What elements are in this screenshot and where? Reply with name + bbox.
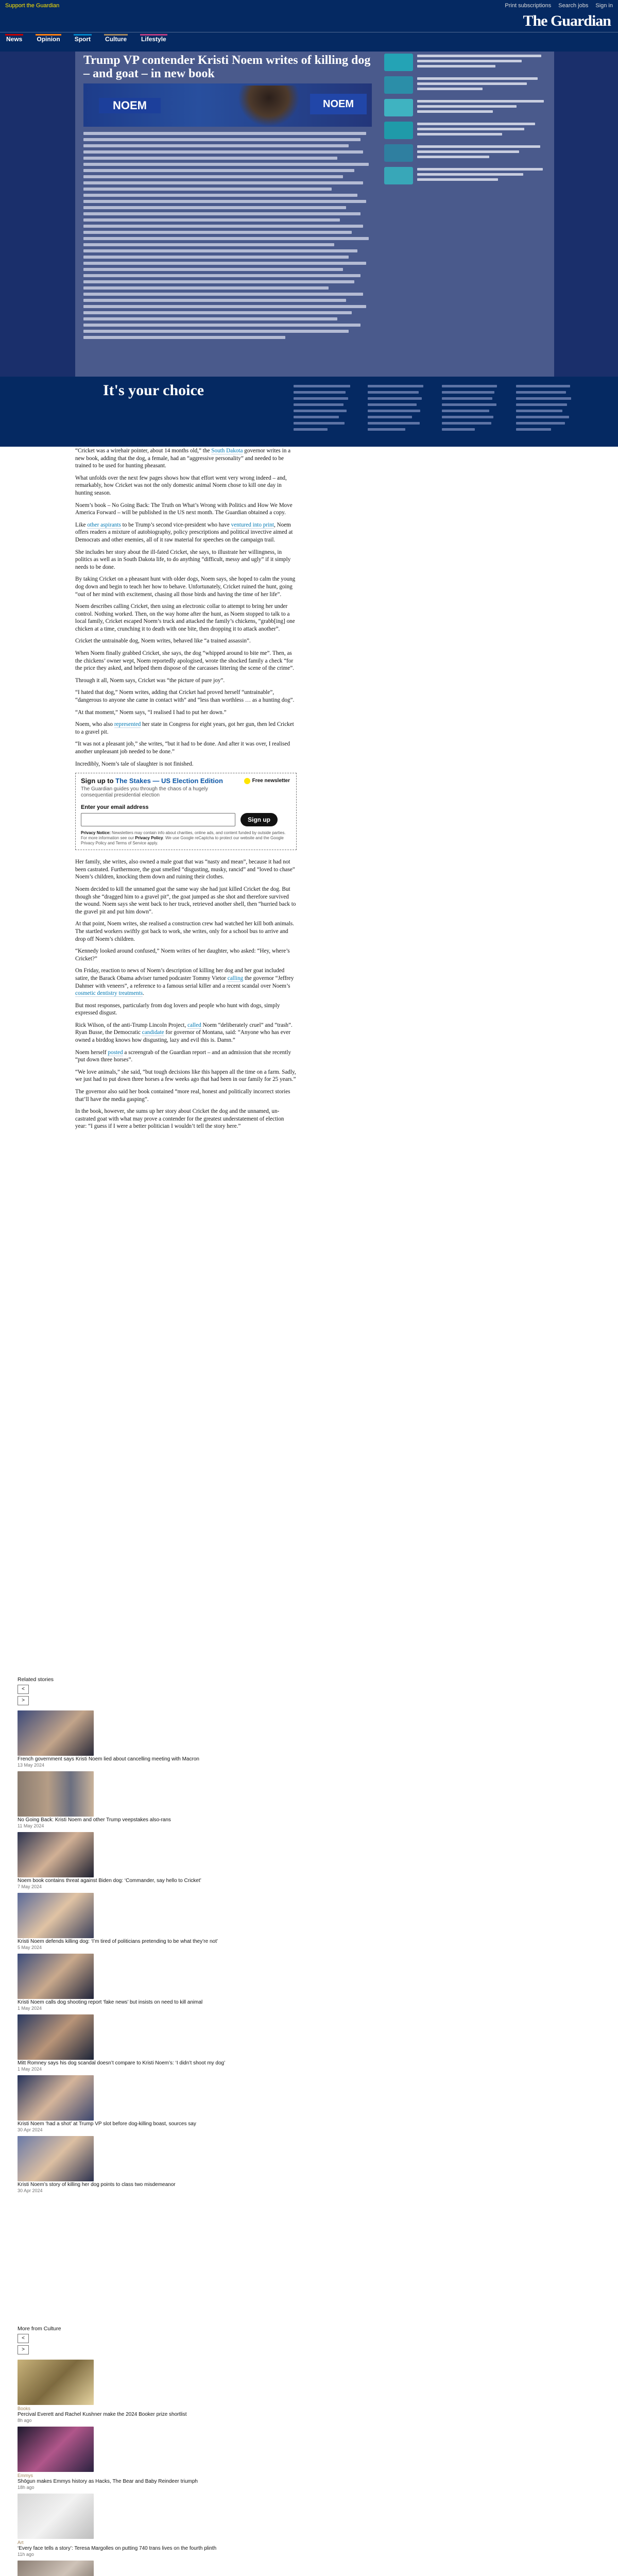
story-card[interactable]: Kristi Noem ‘had a shot’ at Trump VP slot before dog-killing boast, sources say 30 Apr 2024	[18, 2075, 275, 2133]
paragraph: When Noem finally grabbed Cricket, she says, the dog “whipped around to bite me”. Then, as the chickens’ owner wept, Noem reportedly apologised, wrote the shocked family a check “for the price they asked, and helped them dispose of the carcasses littering the scene of the crime”.	[75, 650, 294, 672]
culture-cards-list	[18, 2360, 275, 2576]
story-card[interactable]: Kristi Noem’s story of killing her dog points to class two misdemeanor 30 Apr 2024	[18, 2136, 275, 2194]
paragraph: Rick Wilson, of the anti-Trump Lincoln Project, called Noem “deliberately cruel” and “trash”. Ryan Busse, the Democratic candidate for governor of Montana, said: “Anyone who has ever owned a birddog knows how disgusting, lazy and evil this is. Damn.”	[75, 1022, 293, 1044]
paragraph: On Friday, reaction to news of Noem’s description of killing her dog and her goat included satire, the Barack Obama adviser turned podcaster Tommy Vietor calling the governor “Jeffrey Dahmer with veneers”, a reference to a famous serial killer and a recent scandal over Noem’s cosmetic dentistry treatments.	[75, 968, 294, 997]
utility-link-signin[interactable]: Sign in	[595, 3, 613, 9]
paragraph: Noem describes calling Cricket, then using an electronic collar to attempt to bring her under control. Nothing worked. Then, on the way home after the hunt, as Noem stopped to talk to a local family, Cricket escaped Noem’s truck and attacked the family’s chickens, “grabb[ing] one chicken at a time, crunching it to death with one bite, then dropping it to attack another”.	[75, 603, 295, 632]
paragraph: “Cricket was a wirehair pointer, about 14 months old,” the South Dakota governor writes in a new book, adding that the dog, a female, had an “aggressive personality” and needed to be trained to be used for hunting pheasant.	[75, 448, 291, 469]
more-from-culture-title: More from Culture	[18, 2326, 61, 2332]
story-card[interactable]: Noem book contains threat against Biden dog: ‘Commander, say hello to Cricket’ 7 May 2024	[18, 1832, 275, 1890]
consent-banner	[0, 377, 618, 447]
paragraph: Noem decided to kill the unnamed goat the same way she had just killed Cricket the dog. But though she “dragged him to a gravel pit”, the goat jumped as she shot and therefore survived the wound. Noem says she went back to her truck, retrieved another shell, then “hurried back to the gravel pit and put him down”.	[75, 886, 296, 915]
thumb-image	[384, 167, 413, 184]
paragraph: Through it all, Noem says, Cricket was “the picture of pure joy”.	[75, 677, 225, 684]
paragraph: Like other aspirants to be Trump’s second vice-president who have ventured into print, Noem offers readers a mixture of autobiography, policy prescriptions and political invective aimed at Democrats and other enemies, all of it raw material for speeches on the campaign trail.	[75, 521, 293, 543]
paragraph: “We love animals,” she said, “but tough decisions like this happen all the time on a farm. Sadly, we just had to put down three horses a few weeks ago that had been in our family for 25 years.”	[75, 1069, 296, 1083]
paragraph: But most responses, particularly from dog lovers and people who hunt with dogs, simply expressed disgust.	[75, 1002, 280, 1016]
story-card[interactable]: French government says Kristi Noem lied about cancelling meeting with Macron 13 May 2024	[18, 1710, 275, 1768]
consent-banner-title: It's your choice	[103, 382, 204, 399]
story-thumbnail	[18, 2014, 94, 2060]
nav-item-news[interactable]: News	[5, 34, 23, 43]
inline-link[interactable]: other aspirants	[87, 521, 121, 528]
story-thumbnail	[18, 1710, 94, 1756]
paragraph: In the book, however, she sums up her story about Cricket the dog and the unnamed, un-castrated goat with what may prove a contender for the greatest understatement of election year: “I guess if I were a better politician I wouldn’t tell the story here.”	[75, 1108, 284, 1130]
hero-image	[83, 83, 372, 127]
culture-thumbnail	[18, 2494, 94, 2539]
hero-person	[238, 86, 300, 127]
culture-card[interactable]: Books Percival Everett and Rachel Kushner make the 2024 Booker prize shortlist 8h ago	[18, 2360, 275, 2424]
culture-thumbnail	[18, 2360, 94, 2405]
inline-link[interactable]: posted	[108, 1049, 123, 1056]
utility-link-print[interactable]: Print subscriptions	[505, 3, 552, 9]
culture-next-button[interactable]: >	[18, 2345, 29, 2354]
right-column-most-viewed	[384, 54, 548, 190]
newsletter-signup	[75, 773, 297, 850]
guardian-logo[interactable]: The Guardian	[523, 12, 611, 29]
paragraph: She includes her story about the ill-fated Cricket, she says, to illustrate her willingness, in politics as well as in South Dakota life, to do anything “difficult, messy and ugly” if it simply needs to be done.	[75, 549, 291, 570]
sub-nav	[0, 44, 618, 52]
thumb-image	[384, 122, 413, 139]
support-link[interactable]: Support the Guardian	[5, 3, 60, 9]
thumb-image	[384, 76, 413, 94]
free-newsletter-badge: Free newsletter	[244, 777, 290, 785]
culture-prev-button[interactable]: <	[18, 2334, 29, 2343]
paragraph: At that point, Noem writes, she realised a construction crew had watched her kill both animals. The startled workers swiftly got back to work, she writes, only for a school bus to arrive and drop off Noem’s children.	[75, 921, 295, 942]
newsletter-description: The Guardian guides you through the chaos of a hugely consequential presidential election	[81, 786, 208, 798]
hero-sign-left: NOEM	[99, 98, 161, 113]
paragraph: What unfolds over the next few pages shows how that effort went very wrong indeed – and, remarkably, how Cricket was not the only domestic animal Noem chose to kill one day in hunting season.	[75, 474, 287, 496]
story-thumbnail	[18, 1893, 94, 1938]
top-utility-bar	[0, 0, 618, 11]
culture-thumbnail	[18, 2561, 94, 2576]
inline-link[interactable]: ventured into print	[231, 521, 274, 528]
more-from-culture	[18, 2326, 275, 2576]
related-stories	[18, 1676, 275, 2197]
nav-item-culture[interactable]: Culture	[104, 34, 128, 43]
inline-link[interactable]: called	[187, 1022, 201, 1028]
thumb-image	[384, 144, 413, 162]
carousel-prev-button[interactable]: <	[18, 1685, 29, 1694]
story-thumbnail	[18, 1954, 94, 1999]
email-label: Enter your email address	[81, 804, 149, 810]
culture-card[interactable]: Art ‘Every face tells a story’: Teresa Margolles on putting 740 trans lives on the fourth plinth 11h ago	[18, 2494, 275, 2557]
article-body	[75, 447, 297, 1135]
consent-banner-text	[294, 382, 573, 447]
thumb-image	[384, 54, 413, 71]
privacy-policy-link[interactable]: Privacy Policy	[135, 836, 163, 841]
related-stories-title: Related stories	[18, 1676, 54, 1683]
story-card[interactable]: No Going Back: Kristi Noem and other Trump veepstakes also-rans 11 May 2024	[18, 1771, 275, 1829]
inline-link[interactable]: calling	[227, 975, 244, 981]
paragraph: The governor also said her book contained “more real, honest and politically incorrect stories that’ll have the media gasping”.	[75, 1089, 290, 1103]
paragraph: “Kennedy looked around confused,” Noem writes of her daughter, who asked: “Hey, where’s Cricket?”	[75, 948, 290, 962]
story-card[interactable]: Kristi Noem calls dog shooting report ‘fake news’ but insists on need to kill animal 1 May 2024	[18, 1954, 275, 2011]
culture-card[interactable]	[18, 2561, 275, 2576]
inline-link[interactable]: represented	[114, 721, 141, 728]
story-thumbnail	[18, 2136, 94, 2181]
email-input[interactable]	[81, 813, 235, 826]
story-card[interactable]: Mitt Romney says his dog scandal doesn’t compare to Kristi Noem’s: ‘I didn’t shoot my dog’ 1 May 2024	[18, 2014, 275, 2072]
paragraph: Noem’s book – No Going Back: The Truth on What’s Wrong with Politics and How We Move America Forward – will be published in the US next month. The Guardian obtained a copy.	[75, 502, 293, 516]
article-headline: Trump VP contender Kristi Noem writes of killing dog – and goat – in new book	[83, 54, 371, 80]
nav-item-opinion[interactable]: Opinion	[36, 34, 61, 43]
paragraph: “I hated that dog,” Noem writes, adding that Cricket had proved herself “untrainable”, “dangerous to anyone she came in contact with” and “less than worthless … as a hunting dog”.	[75, 689, 295, 704]
newsletter-icon	[244, 778, 250, 784]
inline-link[interactable]: South Dakota	[211, 448, 243, 454]
masthead	[0, 11, 618, 32]
culture-thumbnail	[18, 2427, 94, 2472]
paragraph: By taking Cricket on a pheasant hunt with older dogs, Noem says, she hoped to calm the young dog down and begin to teach her how to behave. Unfortunately, Cricket ruined the hunt, going “out of her mind with excitement, chasing all those birds and having the time of her life”.	[75, 576, 296, 598]
inline-link[interactable]: candidate	[142, 1029, 164, 1036]
inline-link[interactable]: cosmetic dentistry treatments	[75, 990, 143, 997]
culture-card[interactable]: Emmys Shōgun makes Emmys history as Hacks, The Bear and Baby Reindeer triumph 18h ago	[18, 2427, 275, 2490]
story-thumbnail	[18, 1832, 94, 1877]
paragraph: “It was not a pleasant job,” she writes, “but it had to be done. And after it was over, I realised another unpleasant job needed to be done.”	[75, 741, 290, 755]
paragraph: “At that moment,” Noem says, “I realised I had to put her down.”	[75, 709, 227, 716]
carousel-next-button[interactable]: >	[18, 1696, 29, 1705]
paragraph: Noem herself posted a screengrab of the Guardian report – and an admission that she recently “put down three horses”.	[75, 1049, 291, 1063]
paragraph: Cricket the untrainable dog, Noem writes, behaved like “a trained assassin”.	[75, 638, 251, 645]
page-header-overlay	[0, 0, 618, 447]
paragraph: Incredibly, Noem’s tale of slaughter is not finished.	[75, 760, 194, 767]
sign-up-button[interactable]: Sign up	[241, 813, 278, 826]
paragraph: Her family, she writes, also owned a male goat that was “nasty and mean”, because it had not been castrated. Furthermore, the goat smelled “disgusting, musky, rancid” and “loved to chase” Noem’s children, knocking them down and ruining their clothes.	[75, 859, 295, 880]
privacy-notice: Privacy Notice: Newsletters may contain info about charities, online ads, and content funded by outside parties. For more information see our Privacy Policy. We use Google reCaptcha to protect our website and the Google Privacy Policy and Terms of Service apply.	[81, 831, 286, 846]
story-card[interactable]: Kristi Noem defends killing dog: ‘I’m tired of politicians pretending to be what they’re not’ 5 May 2024	[18, 1893, 275, 1951]
thumb-image	[384, 99, 413, 116]
story-thumbnail	[18, 1771, 94, 1817]
utility-link-jobs[interactable]: Search jobs	[558, 3, 589, 9]
nav-item-lifestyle[interactable]: Lifestyle	[140, 34, 167, 43]
related-cards-list	[18, 1710, 275, 2194]
nav-item-sport[interactable]: Sport	[74, 34, 92, 43]
obscured-text-lines	[83, 132, 372, 342]
hero-sign-right: NOEM	[310, 94, 367, 114]
story-thumbnail	[18, 2075, 94, 2121]
paragraph: Noem, who also represented her state in Congress for eight years, got her gun, then led Cricket to a gravel pit.	[75, 721, 294, 735]
newsletter-title: Sign up to The Stakes — US Election Edition	[81, 777, 223, 785]
main-nav	[0, 32, 618, 44]
